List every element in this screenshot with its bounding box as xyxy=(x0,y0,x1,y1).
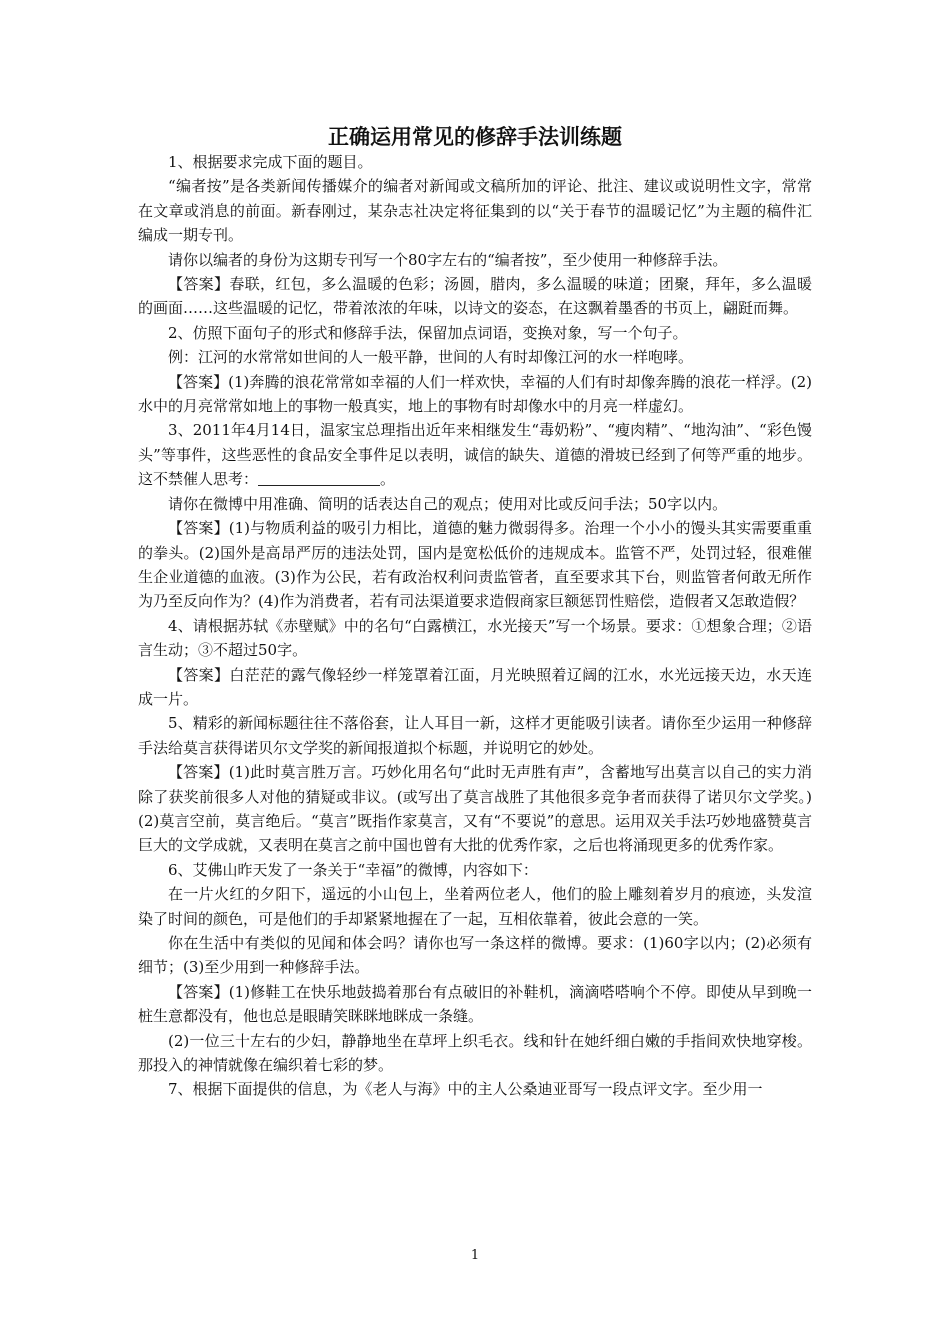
question-1-context: “编者按”是各类新闻传播媒介的编者对新闻或文稿所加的评论、批注、建议或说明性文字，常常在文章或消息的前面。新春刚过，某杂志社决定将征集到的以“关于春节的温暖记忆”为主题的稿件汇编成一期专刊。 xyxy=(138,177,812,245)
document-title: 正确运用常见的修辞手法训练题 xyxy=(328,125,622,149)
document-body xyxy=(138,150,812,1102)
question-1-answer: 【答案】春联，红包，多么温暖的色彩；汤圆，腊肉，多么温暖的味道；团聚，拜年，多么温暖的画面……这些温暖的记忆，带着浓浓的年味，以诗文的姿态，在这飘着墨香的书页上，翩跹而舞。 xyxy=(138,275,812,318)
question-3-text: 3、2011年4月14日，温家宝总理指出近年来相继发生“毒奶粉”、“瘦肉精”、“地沟油”、“彩色馒头”等事件，这些恶性的食品安全事件足以表明，诚信的缺失、道德的滑坡已经到了何等严重的地步。这不禁催人思考： xyxy=(138,421,812,489)
page-number: 1 xyxy=(470,1248,480,1263)
question-3-heading xyxy=(138,418,812,491)
question-6-answer-2: (2)一位三十左右的少妇，静静地坐在草坪上织毛衣。线和针在她纤细白嫩的手指间欢快地穿梭。那投入的神情就像在编织着七彩的梦。 xyxy=(138,1031,812,1075)
question-5-answer: 【答案】(1)此时莫言胜万言。巧妙化用名句“此时无声胜有声”，含蓄地写出莫言以自己的实力消除了获奖前很多人对他的猜疑或非议。(或写出了莫言战胜了其他很多竞争者而获得了诺贝尔文学奖。)(2)莫言空前，莫言绝后。“莫言”既指作家莫言，又有“不要说”的意思。运用双关手法巧妙地盛赞莫言巨大的文学成就，又表明在莫言之前中国也曾有大批的优秀作家，之后也将涌现更多的优秀作家。 xyxy=(138,763,812,855)
question-2-heading: 2、仿照下面句子的形式和修辞手法，保留加点词语，变换对象，写一个句子。 xyxy=(168,323,688,342)
question-6-heading: 6、艾佛山昨天发了一条关于“幸福”的微博，内容如下： xyxy=(168,860,538,879)
question-5-heading: 5、精彩的新闻标题往往不落俗套，让人耳目一新，这样才更能吸引读者。请你至少运用一种修辞手法给莫言获得诺贝尔文学奖的新闻报道拟个标题，并说明它的妙处。 xyxy=(138,714,812,757)
question-2-answer: 【答案】(1)奔腾的浪花常常如幸福的人们一样欢快，幸福的人们有时却像奔腾的浪花一样浮。(2)水中的月亮常常如地上的事物一般真实，地上的事物有时却像水中的月亮一样虚幻。 xyxy=(138,372,812,416)
question-6-answer-1: 【答案】(1)修鞋工在快乐地鼓捣着那台有点破旧的补鞋机，滴滴嗒嗒响个不停。即使从早到晚一桩生意都没有，他也总是眼睛笑眯眯地眯成一条缝。 xyxy=(138,982,812,1026)
question-3-answer: 【答案】(1)与物质利益的吸引力相比，道德的魅力微弱得多。治理一个小小的馒头其实需要重重的拳头。(2)国外是高昂严厉的违法处罚，国内是宽松低价的违规成本。监管不严，处罚过轻，很难催生企业道德的血液。(3)作为公民，若有政治权利问责监管者，直至要求其下台，则监管者何敢无所作为乃至反向作为？(4)作为消费者，若有司法渠道要求造假商家巨额惩罚性赔偿，造假者又怎敢造假？ xyxy=(138,519,812,611)
question-1-task: 请你以编者的身份为这期专刊写一个80字左右的“编者按”，至少使用一种修辞手法。 xyxy=(168,250,728,269)
question-1-heading: 1、根据要求完成下面的题目。 xyxy=(168,153,373,171)
question-2-example: 例：江河的水常常如世间的人一般平静，世间的人有时却像江河的水一样咆哮。 xyxy=(168,348,694,367)
question-7-heading: 7、根据下面提供的信息，为《老人与海》中的主人公桑迪亚哥写一段点评文字。至少用一 xyxy=(168,1080,763,1099)
question-4-answer: 【答案】白茫茫的露气像轻纱一样笼罩着江面，月光映照着辽阔的江水，水光远接天边，水天连成一片。 xyxy=(138,665,812,708)
question-3-tail: 。 xyxy=(380,470,396,489)
question-4-heading: 4、请根据苏轼《赤壁赋》中的名句“白露横江，水光接天”写一个场景。要求：①想象合理；②语言生动；③不超过50字。 xyxy=(138,616,812,660)
answer-blank-line xyxy=(258,471,380,486)
question-6-weibo-quote: 在一片火红的夕阳下，遥远的小山包上，坐着两位老人，他们的脸上雕刻着岁月的痕迹，头发渲染了时间的颜色，可是他们的手却紧紧地握在了一起，互相依靠着，彼此会意的一笑。 xyxy=(138,885,812,928)
question-6-task: 你在生活中有类似的见闻和体会吗？请你也写一条这样的微博。要求：(1)60字以内；(2)必须有细节；(3)至少用到一种修辞手法。 xyxy=(138,934,812,977)
question-3-task: 请你在微博中用准确、简明的话表达自己的观点；使用对比或反问手法；50字以内。 xyxy=(168,494,728,513)
